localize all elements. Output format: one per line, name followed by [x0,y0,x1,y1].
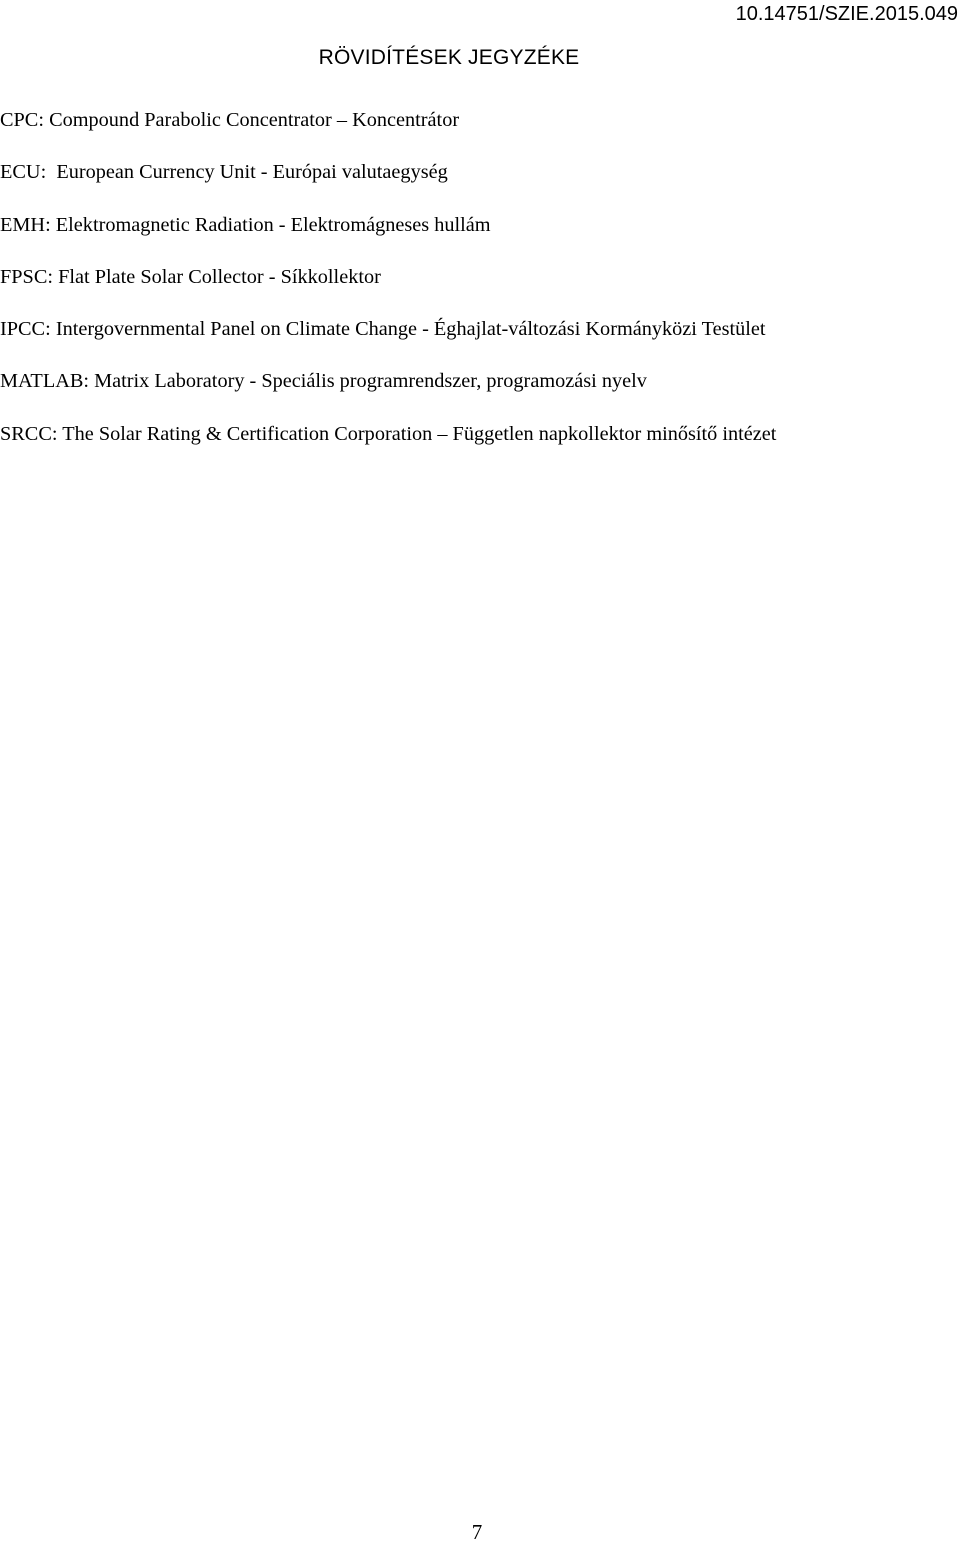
abbreviation-definition: Matrix Laboratory - Speciális programrendszer, programozási nyelv [94,370,647,393]
abbreviation-item-fpsc [0,263,958,315]
page-title: RÖVIDÍTÉSEK JEGYZÉKE [318,46,580,69]
abbreviation-item-ipcc [0,315,958,367]
abbreviation-term: EMH: [0,213,51,236]
abbreviation-item-srcc [0,420,958,472]
abbreviation-term: FPSC: [0,265,54,288]
abbreviation-term: CPC: [0,109,44,131]
abbreviation-item-emh [0,211,958,263]
abbreviation-definition: European Currency Unit - Európai valutaegység [56,161,448,184]
abbreviation-term: SRCC: [0,422,58,445]
abbreviation-term: IPCC: [0,318,51,341]
abbreviation-definition: Elektromagnetic Radiation - Elektromágneses hullám [55,213,491,236]
abbreviation-item-cpc [0,106,958,158]
abbreviation-definition: Flat Plate Solar Collector - Síkkollektor [58,265,381,288]
page-number: 7 [471,1520,483,1544]
abbreviation-item-ecu [0,158,958,210]
abbreviation-definition: Intergovernmental Panel on Climate Change - Éghajlat-változási Kormányközi Testület [55,318,766,341]
abbreviation-definition: The Solar Rating & Certification Corporation – Független napkollektor minősítő intézet [62,422,777,445]
abbreviation-term: ECU: [0,161,47,184]
abbreviation-term: MATLAB: [0,370,90,393]
doi-header: 10.14751/SZIE.2015.049 [735,3,958,25]
abbreviation-definition: Compound Parabolic Concentrator – Koncentrátor [49,109,460,131]
abbreviation-item-matlab [0,367,958,419]
abbreviation-list [0,106,958,472]
